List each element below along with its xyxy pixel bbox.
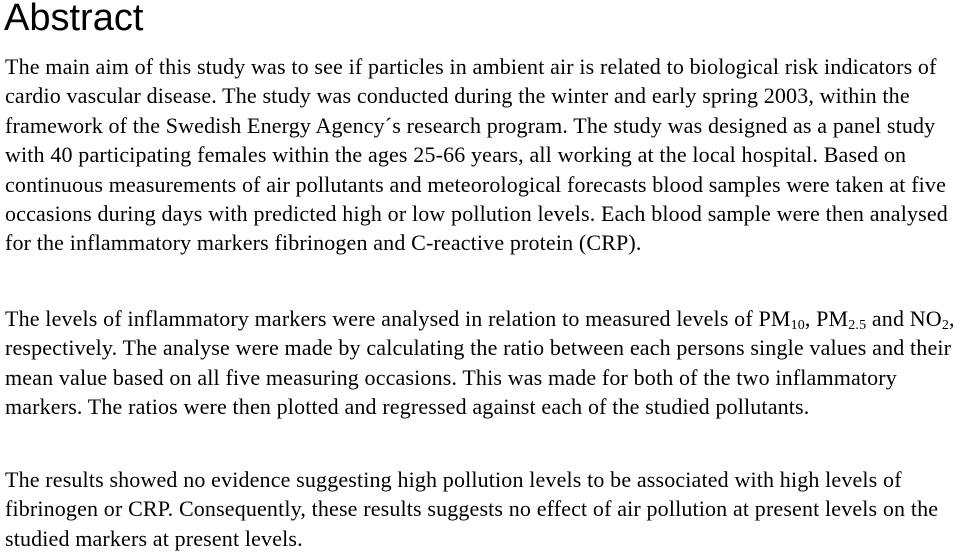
pm25-subscript: 2.5	[848, 318, 867, 333]
analysis-text-part-4: , respectively. The analyse were made by calculating the ratio between each persons single values and their mean value based on all five measuring occasions. This was made for both of the two inflammatory markers. The ratios were then plotted and regressed against each of the studied pollutants.	[5, 306, 955, 420]
section-title: Abstract	[4, 0, 144, 39]
analysis-text-part-1: The levels of inflammatory markers were analysed in relation to measured levels of PM	[5, 306, 791, 331]
analysis-text-part-3: and NO	[866, 306, 942, 331]
abstract-paragraph-results: The results showed no evidence suggesting high pollution levels to be associated with high levels of fibrinogen or CRP. Consequently, these results suggests no effect of air pollution at present levels on the studied markers at present levels.	[5, 467, 939, 551]
no2-subscript: 2	[941, 318, 949, 333]
abstract-paragraph-analysis	[5, 304, 960, 422]
abstract-paragraph-aim-and-method: The main aim of this study was to see if particles in ambient air is related to biological risk indicators of cardio vascular disease. The study was conducted during the winter and early spring 2003, within the framework of the Swedish Energy Agency´s research program. The study was designed as a panel study with 40 participating females within the ages 25-66 years, all working at the local hospital. Based on continuous measurements of air pollutants and meteorological forecasts blood samples were taken at five occasions during days with predicted high or low pollution levels. Each blood sample were then analysed for the inflammatory markers fibrinogen and C-reactive protein (CRP).	[5, 54, 948, 256]
pm10-subscript: 10	[790, 318, 805, 333]
analysis-text-part-2: , PM	[804, 306, 849, 331]
